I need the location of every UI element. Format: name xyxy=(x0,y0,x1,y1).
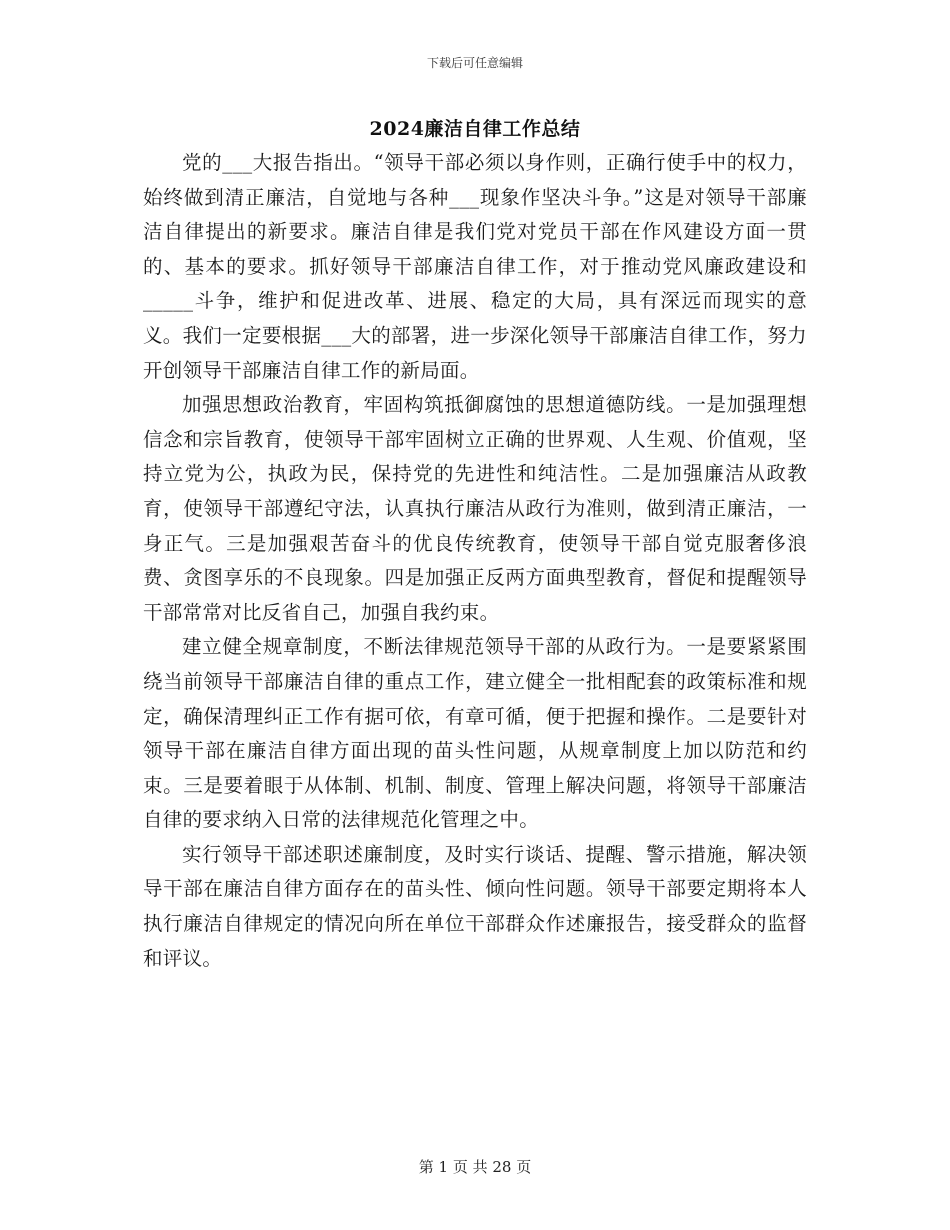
paragraph-3: 建立健全规章制度，不断法律规范领导干部的从政行为。一是要紧紧围绕当前领导干部廉洁自律的重点工作，建立健全一批相配套的政策标准和规定，确保清理纠正工作有据可依，有章可循，便于把握和操作。二是要针对领导干部在廉洁自律方面出现的苗头性问题，从规章制度上加以防范和约束。三是要着眼于从体制、机制、制度、管理上解决问题，将领导干部廉洁自律的要求纳入日常的法律规范化管理之中。 xyxy=(143,635,807,832)
document-title: 2024廉洁自律工作总结 xyxy=(369,118,581,140)
paragraph-4: 实行领导干部述职述廉制度，及时实行谈话、提醒、警示措施，解决领导干部在廉洁自律方面存在的苗头性、倾向性问题。领导干部要定期将本人执行廉洁自律规定的情况向所在单位干部群众作述廉报告，接受群众的监督和评议。 xyxy=(143,842,807,970)
page-footer: 第 1 页 共 28 页 xyxy=(418,1158,532,1176)
header-note: 下载后可任意编辑 xyxy=(426,56,523,70)
paragraph-1: 党的___大报告指出。“领导干部必须以身作则，正确行使手中的权力，始终做到清正廉洁，自觉地与各种___现象作坚决斗争。”这是对领导干部廉洁自律提出的新要求。廉洁自律是我们党对党员干部在作风建设方面一贯的、基本的要求。抓好领导干部廉洁自律工作，对于推动党风廉政建设和_____斗争，维护和促进改革、进展、稳定的大局，具有深远而现实的意义。我们一定要根据___大的部署，进一步深化领导干部廉洁自律工作，努力开创领导干部廉洁自律工作的新局面。 xyxy=(143,151,807,382)
document-body xyxy=(143,146,807,976)
paragraph-2: 加强思想政治教育，牢固构筑抵御腐蚀的思想道德防线。一是加强理想信念和宗旨教育，使领导干部牢固树立正确的世界观、人生观、价值观，坚持立党为公，执政为民，保持党的先进性和纯洁性。二是加强廉洁从政教育，使领导干部遵纪守法，认真执行廉洁从政行为准则，做到清正廉洁，一身正气。三是加强艰苦奋斗的优良传统教育，使领导干部自觉克服奢侈浪费、贪图享乐的不良现象。四是加强正反两方面典型教育，督促和提醒领导干部常常对比反省自己，加强自我约束。 xyxy=(143,393,807,624)
